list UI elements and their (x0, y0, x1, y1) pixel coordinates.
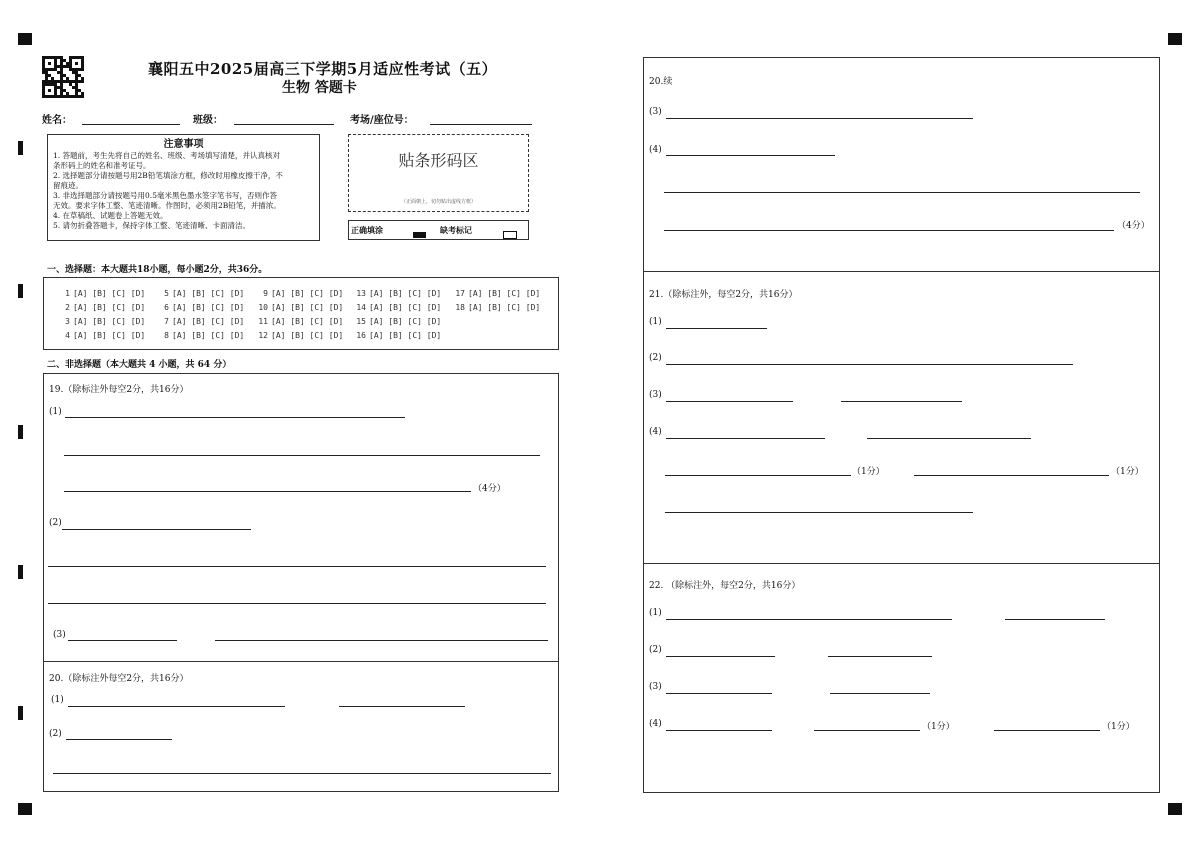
q20-part1-label: (1) (51, 695, 64, 705)
answer-line[interactable] (665, 475, 851, 476)
class-field[interactable] (234, 124, 334, 125)
timing-mark (18, 141, 23, 155)
mc-option-bubbles[interactable]: [A] [B] [C] [D] (468, 303, 541, 312)
q20-continued-score: （4分） (1117, 221, 1150, 231)
answer-line[interactable] (53, 773, 551, 774)
answer-line[interactable] (666, 118, 973, 119)
answer-line[interactable] (830, 693, 930, 694)
answer-line[interactable] (665, 512, 973, 513)
answer-line[interactable] (666, 693, 772, 694)
q20-continued-box (643, 57, 1160, 272)
name-label: 姓名： (42, 115, 72, 126)
timing-mark (18, 565, 23, 579)
mc-question-number: 8 (164, 331, 169, 340)
answer-line[interactable] (666, 155, 835, 156)
q22-score-b: （1分） (1102, 722, 1135, 732)
notice-line: 1. 答题前，考生先将自己的姓名、班级、考场填写清楚，并认真核对 (53, 151, 281, 160)
q21-part3-label: (3) (649, 390, 662, 400)
corner-mark-top-left (18, 33, 32, 45)
mc-option-bubbles[interactable]: [A] [B] [C] [D] (172, 289, 245, 298)
answer-line[interactable] (666, 364, 1073, 365)
room-seat-field[interactable] (430, 124, 532, 125)
notice-line: 2. 选择题部分请按题号用2B铅笔填涂方框，修改时用橡皮擦干净，不 (53, 171, 283, 180)
q19-part2-label: (2) (49, 518, 62, 528)
answer-line[interactable] (666, 328, 767, 329)
notice-line: 留痕迹。 (53, 181, 83, 190)
notice-line: 4. 在草稿纸、试题卷上答题无效。 (53, 211, 168, 220)
class-label: 班级： (193, 115, 223, 126)
notice-line: 无效。要求字体工整、笔迹清晰。作图时，必须用2B铅笔，并描浓。 (53, 201, 281, 210)
answer-line[interactable] (666, 656, 775, 657)
q21-score-a: （1分） (852, 467, 885, 477)
answer-line[interactable] (666, 619, 952, 620)
mc-question-number: 16 (356, 331, 366, 340)
answer-line[interactable] (914, 475, 1109, 476)
answer-line[interactable] (666, 401, 793, 402)
section2-title: 二、非选择题（本大题共 4 小题，共 64 分） (47, 360, 232, 370)
notice-line: 3. 非选择题部分请按题号用0.5毫米黑色墨水签字笔书写，否则作答 (53, 191, 277, 200)
mc-option-bubbles[interactable]: [A] [B] [C] [D] (73, 331, 146, 340)
q19-heading: 19.（除标注外每空2分，共16分） (49, 385, 189, 395)
mc-question-number: 2 (65, 303, 70, 312)
answer-line[interactable] (64, 455, 540, 456)
timing-mark (18, 706, 23, 720)
mc-question-number: 10 (258, 303, 268, 312)
mc-question-number: 1 (65, 289, 70, 298)
q22-score-a: （1分） (922, 722, 955, 732)
exam-title: 襄阳五中2025届高三下学期5月适应性考试（五） (148, 60, 498, 78)
card-subtitle: 生物 答题卡 (282, 80, 357, 96)
mc-question-number: 9 (263, 289, 268, 298)
answer-line[interactable] (867, 438, 1031, 439)
answer-line[interactable] (64, 491, 471, 492)
mc-option-bubbles[interactable]: [A] [B] [C] [D] (271, 317, 344, 326)
q22-part1-label: (1) (649, 608, 662, 618)
q19-part1-label: (1) (49, 407, 62, 417)
answer-line[interactable] (1005, 619, 1105, 620)
room-seat-label: 考场/座位号： (350, 115, 414, 126)
mc-option-bubbles[interactable]: [A] [B] [C] [D] (369, 317, 442, 326)
mc-question-number: 17 (455, 289, 465, 298)
answer-line[interactable] (841, 401, 962, 402)
mc-option-bubbles[interactable]: [A] [B] [C] [D] (271, 289, 344, 298)
mc-question-number: 15 (356, 317, 366, 326)
answer-line[interactable] (666, 730, 772, 731)
barcode-hint: （正面朝上，切勿贴出虚线方框） (400, 199, 476, 205)
q21-part2-label: (2) (649, 353, 662, 363)
mc-question-number: 18 (455, 303, 465, 312)
notice-line: 5. 请勿折叠答题卡，保持字体工整、笔迹清晰、卡面清洁。 (53, 221, 251, 230)
answer-line[interactable] (994, 730, 1100, 731)
answer-line[interactable] (68, 640, 177, 641)
mc-option-bubbles[interactable]: [A] [B] [C] [D] (369, 331, 442, 340)
corner-mark-top-right (1168, 33, 1182, 45)
mc-question-number: 4 (65, 331, 70, 340)
mc-question-number: 6 (164, 303, 169, 312)
q21-part4-label: (4) (649, 427, 662, 437)
q22-part3-label: (3) (649, 682, 662, 692)
q20-part2-label: (2) (49, 729, 62, 739)
barcode-label: 贴条形码区 (398, 151, 479, 170)
mc-option-bubbles[interactable]: [A] [B] [C] [D] (172, 303, 245, 312)
mc-option-bubbles[interactable]: [A] [B] [C] [D] (73, 317, 146, 326)
answer-line[interactable] (68, 706, 285, 707)
q22-box (643, 563, 1160, 793)
answer-line[interactable] (65, 417, 405, 418)
q21-heading: 21.（除标注外，每空2分，共16分） (649, 290, 798, 300)
correct-fill-label: 正确填涂 (351, 225, 383, 235)
mc-option-bubbles[interactable]: [A] [B] [C] [D] (369, 303, 442, 312)
answer-line[interactable] (339, 706, 465, 707)
fill-legend (348, 220, 529, 240)
q20-continued-heading: 20.续 (649, 77, 673, 87)
section1-title: 一、选择题：本大题共18小题，每小题2分，共36分。 (47, 265, 268, 275)
absent-mark-checkbox[interactable] (503, 224, 517, 243)
mc-question-number: 7 (164, 317, 169, 326)
qr-code (42, 56, 84, 98)
answer-line[interactable] (215, 640, 548, 641)
answer-line[interactable] (814, 730, 920, 731)
q21-box (643, 271, 1160, 564)
mc-question-number: 5 (164, 289, 169, 298)
q19-score: （4分） (473, 484, 506, 494)
mc-question-number: 14 (356, 303, 366, 312)
answer-line[interactable] (828, 656, 932, 657)
corner-mark-bottom-left (18, 803, 32, 815)
timing-mark (18, 284, 23, 298)
q20-heading: 20.（除标注外每空2分，共16分） (49, 674, 189, 684)
answer-line[interactable] (66, 739, 172, 740)
timing-mark (18, 425, 23, 439)
corner-mark-bottom-right (1168, 803, 1182, 815)
answer-line[interactable] (664, 192, 1140, 193)
q19-part3-label: (3) (53, 630, 66, 640)
answer-line[interactable] (666, 438, 825, 439)
mc-option-bubbles[interactable]: [A] [B] [C] [D] (271, 303, 344, 312)
absent-mark-label: 缺考标记 (440, 225, 472, 235)
name-field[interactable] (82, 124, 180, 125)
q20-part4-label: (4) (649, 145, 662, 155)
answer-line[interactable] (664, 230, 1114, 231)
q21-score-b: （1分） (1111, 467, 1144, 477)
mc-question-number: 12 (258, 331, 268, 340)
answer-line[interactable] (48, 603, 546, 604)
correct-fill-sample (413, 224, 426, 243)
barcode-area (348, 134, 529, 212)
mc-option-bubbles[interactable]: [A] [B] [C] [D] (468, 289, 541, 298)
q22-heading: 22. （除标注外，每空2分，共16分） (649, 581, 801, 591)
mc-option-bubbles[interactable]: [A] [B] [C] [D] (172, 317, 245, 326)
mc-option-bubbles[interactable]: [A] [B] [C] [D] (73, 303, 146, 312)
q22-part2-label: (2) (649, 645, 662, 655)
q21-part1-label: (1) (649, 317, 662, 327)
answer-line[interactable] (62, 529, 251, 530)
notice-box (47, 134, 320, 241)
mc-question-number: 3 (65, 317, 70, 326)
mc-option-bubbles[interactable]: [A] [B] [C] [D] (172, 331, 245, 340)
mc-question-number: 11 (258, 317, 268, 326)
answer-line[interactable] (48, 566, 546, 567)
notice-title: 注意事项 (163, 139, 204, 150)
mc-question-number: 13 (356, 289, 366, 298)
mc-option-bubbles[interactable]: [A] [B] [C] [D] (369, 289, 442, 298)
q20-part3-label: (3) (649, 107, 662, 117)
mc-option-bubbles[interactable]: [A] [B] [C] [D] (271, 331, 344, 340)
mc-option-bubbles[interactable]: [A] [B] [C] [D] (73, 289, 146, 298)
q22-part4-label: (4) (649, 719, 662, 729)
notice-line: 条形码上的姓名和准考证号。 (53, 161, 151, 170)
